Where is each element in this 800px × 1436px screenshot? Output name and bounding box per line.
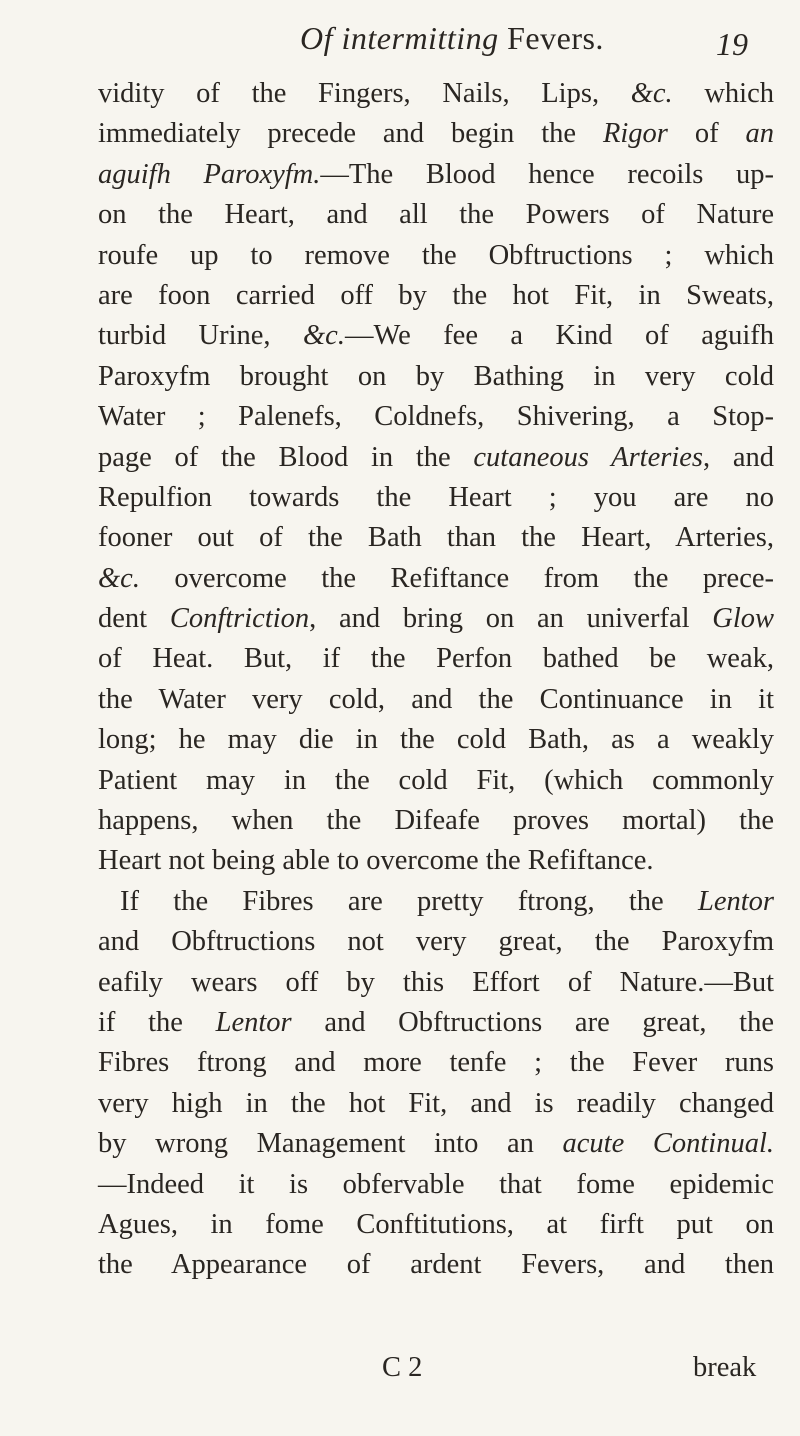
text-line	[98, 74, 774, 114]
text-run: , and	[702, 441, 774, 473]
text-run: happens, when the Difeafe proves mortal) the	[98, 805, 774, 837]
text-line	[98, 397, 774, 437]
text-line	[98, 720, 774, 760]
text-line	[98, 841, 774, 881]
text-run: on the Heart, and all the Powers of Nature	[98, 199, 774, 231]
text-run: , and bring on an univerfal	[309, 603, 713, 635]
italic-run: an	[745, 118, 774, 150]
body-text	[98, 74, 774, 1286]
text-run: Heart not being able to overcome the Refiftance.	[98, 845, 654, 877]
italic-run: acute Continual.	[562, 1128, 774, 1160]
italic-run: Glow	[712, 603, 775, 635]
text-line	[98, 276, 774, 316]
text-line	[98, 680, 774, 720]
signature-mark: C 2	[382, 1352, 423, 1383]
italic-run: Lentor	[697, 885, 774, 917]
italic-run: Conftriction	[169, 603, 310, 635]
running-head	[0, 20, 800, 80]
text-run: turbid Urine,	[98, 320, 304, 352]
text-line	[98, 963, 774, 1003]
text-run: overcome the Refiftance from the prece-	[139, 562, 774, 594]
text-line	[98, 518, 774, 558]
text-run: which	[672, 78, 774, 109]
text-line	[98, 357, 774, 397]
catchword: break	[693, 1352, 757, 1383]
italic-run: &c.	[303, 320, 345, 352]
text-line	[98, 155, 774, 195]
text-run: the Water very cold, and the Continuance in it	[98, 683, 774, 715]
running-title	[300, 20, 604, 57]
text-line	[98, 801, 774, 841]
italic-run: &c.	[98, 562, 140, 594]
text-run: Fibres ftrong and more tenfe ; the Fever runs	[98, 1047, 774, 1079]
text-run: Patient may in the cold Fit, (which commonly	[98, 764, 774, 796]
page-number: 19	[716, 26, 748, 62]
text-line	[98, 1245, 774, 1285]
italic-run: Rigor	[602, 118, 668, 150]
text-line	[98, 1205, 774, 1245]
text-run: if the	[98, 1006, 216, 1038]
text-run: and Obftructions are great, the	[291, 1006, 774, 1038]
text-line	[98, 195, 774, 235]
text-line	[98, 1043, 774, 1083]
text-run: immediately precede and begin the	[98, 118, 603, 150]
text-run: Repulfion towards the Heart ; you are no	[98, 481, 774, 513]
text-run: eafily wears off by this Effort of Nature.—But	[98, 966, 774, 998]
text-line	[98, 761, 774, 801]
text-line	[98, 478, 774, 518]
page-footer	[0, 1352, 800, 1396]
text-line	[98, 316, 774, 356]
running-title-roman: Fevers.	[507, 20, 604, 56]
text-run: —The Blood hence recoils up-	[320, 158, 774, 190]
text-line	[98, 236, 774, 276]
text-line	[98, 639, 774, 679]
text-line	[98, 599, 774, 639]
text-run: Agues, in fome Conftitutions, at firft put on	[98, 1208, 774, 1240]
running-title-italic: Of intermitting	[300, 20, 499, 56]
text-run: —Indeed it is obfervable that fome epidemic	[98, 1168, 774, 1200]
text-run: by wrong Management into an	[98, 1128, 563, 1160]
paragraph-start-line	[98, 882, 774, 922]
text-run: fooner out of the Bath than the Heart, Arteries,	[98, 522, 774, 554]
text-run: page of the Blood in the	[98, 441, 474, 473]
text-run: —We fee a Kind of aguifh	[344, 320, 775, 352]
text-line	[98, 1084, 774, 1124]
text-run: vidity of the Fingers, Nails, Lips,	[98, 78, 631, 109]
text-run: roufe up to remove the Obftructions ; which	[98, 239, 774, 271]
text-run: of	[667, 118, 746, 150]
text-run: Paroxyfm brought on by Bathing in very cold	[98, 360, 774, 392]
text-run: the Appearance of ardent Fevers, and then	[98, 1249, 774, 1281]
text-line	[98, 1165, 774, 1205]
text-line	[98, 114, 774, 154]
text-run: long; he may die in the cold Bath, as a weakly	[98, 724, 774, 756]
italic-run: aguifh Paroxyfm.	[98, 158, 321, 190]
text-run: are foon carried off by the hot Fit, in Sweats,	[98, 279, 774, 311]
text-line	[98, 438, 774, 478]
text-line	[98, 559, 774, 599]
italic-run: Lentor	[215, 1006, 292, 1038]
italic-run: cutaneous Arteries	[473, 441, 703, 473]
italic-run: &c.	[630, 78, 673, 109]
text-run: very high in the hot Fit, and is readily changed	[98, 1087, 774, 1119]
text-line	[98, 922, 774, 962]
text-run: Water ; Palenefs, Coldnefs, Shivering, a Stop-	[98, 401, 774, 433]
text-run: and Obftructions not very great, the Paroxyfm	[98, 926, 774, 958]
text-line	[98, 1124, 774, 1164]
text-run: dent	[98, 603, 170, 635]
text-run: of Heat. But, if the Perfon bathed be weak,	[98, 643, 774, 675]
text-run: If the Fibres are pretty ftrong, the	[120, 885, 698, 917]
text-line	[98, 1003, 774, 1043]
